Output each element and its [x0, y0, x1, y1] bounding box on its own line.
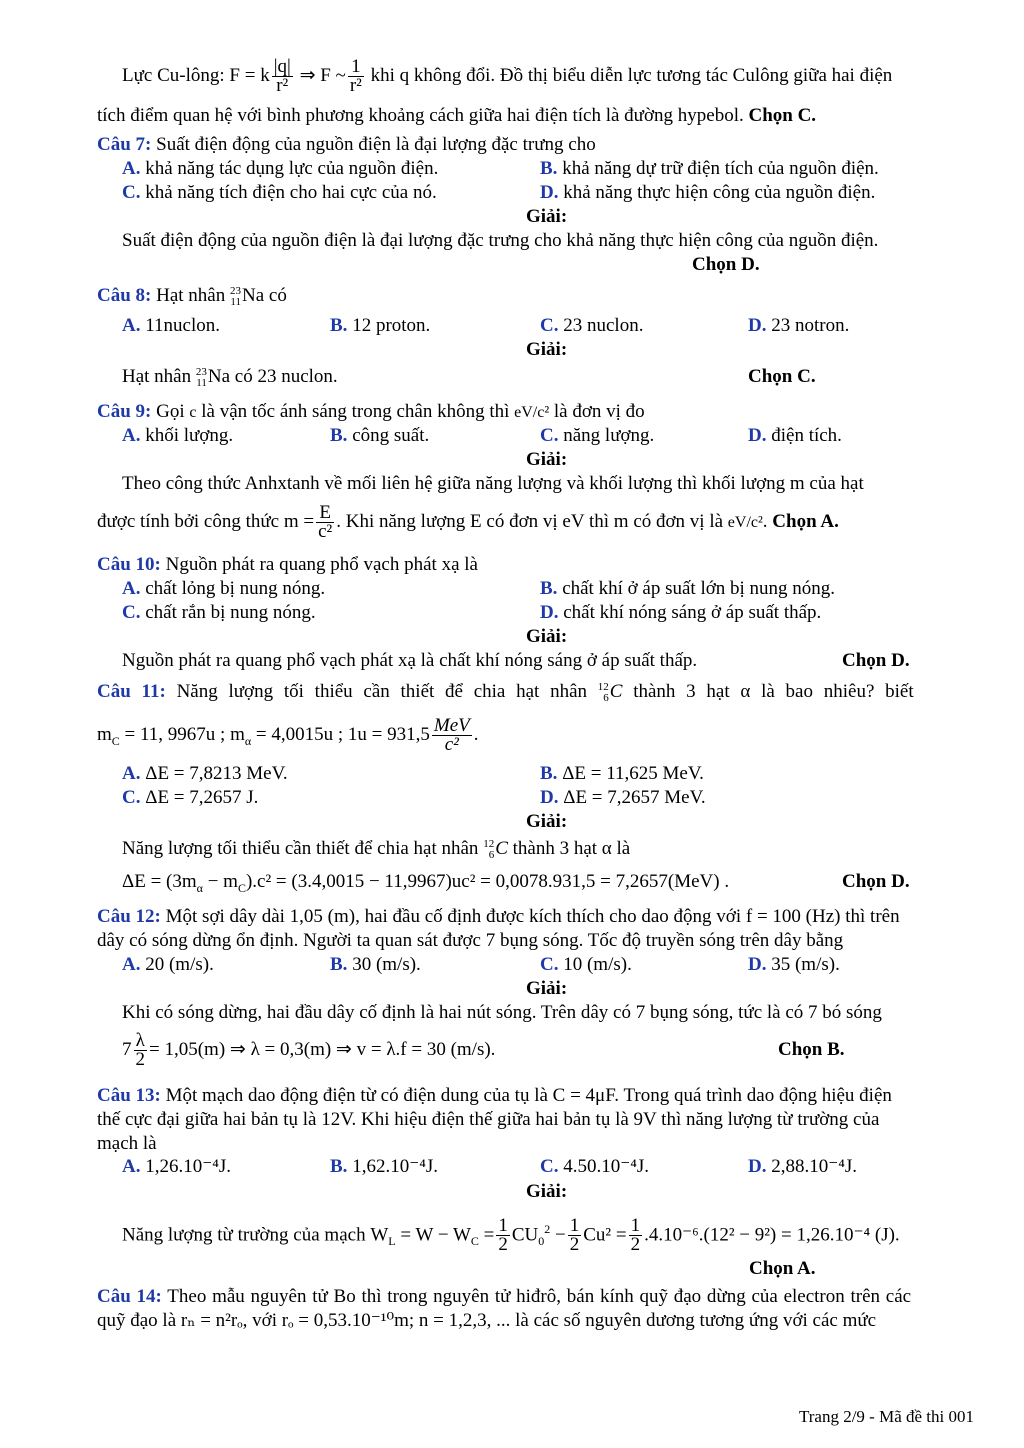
choice-label: Chọn C. — [748, 105, 817, 126]
question-label: Câu 10: — [97, 554, 161, 575]
prev-line-2: tích điểm quan hệ với bình phương khoảng cách giữa hai điện tích là đường hypebol. Chọn C. — [97, 105, 817, 126]
fraction: $\frac{1}{2}$ — [498, 1215, 508, 1256]
q13-option-c: C. 4.50.10⁻⁴J. — [540, 1156, 650, 1177]
question-10-stem: Câu 10: Nguồn phát ra quang phổ vạch phát xạ là — [97, 554, 478, 575]
question-8-stem: Câu 8: Hạt nhân 23 11 Na có — [97, 284, 287, 308]
question-11-stem: Câu 11: Năng lượng tối thiểu cần thiết để chia hạt nhân 12 6 C thành 3 hạt α là bao nhiêu? biết — [97, 680, 914, 704]
q12-option-a: A. 20 (m/s). — [122, 954, 214, 975]
q7-option-a: A. khả năng tác dụng lực của nguồn điện. — [122, 158, 439, 179]
fraction: $\frac{\text{MeV}}{\text{c²}}$ — [433, 715, 470, 756]
q13-option-a: A. 1,26.10⁻⁴J. — [122, 1156, 232, 1177]
q12-option-d: D. 35 (m/s). — [748, 954, 840, 975]
q7-solution: Suất điện động của nguồn điện là đại lượng đặc trưng cho khả năng thực hiện công của nguồn điện. — [122, 230, 879, 251]
q13-option-b: B. 1,62.10⁻⁴J. — [330, 1156, 438, 1177]
fraction: $\frac{1}{2}$ — [630, 1215, 641, 1256]
q9-option-a: A. khối lượng. — [122, 425, 234, 446]
q8-choice: Chọn C. — [748, 366, 816, 387]
question-13-stem-2: thế cực đại giữa hai bản tụ là 12V. Khi hiệu điện thế giữa hai bản tụ là 9V thì năng lượng từ trường của — [97, 1109, 880, 1130]
q11-option-b: B. ΔE = 11,625 MeV. — [540, 763, 704, 784]
q10-option-c: C. chất rắn bị nung nóng. — [122, 602, 316, 623]
nuclide-notation: 23 11 — [230, 284, 241, 308]
q9-option-c: C. năng lượng. — [540, 425, 655, 446]
q10-solution-title: Giải: — [526, 626, 568, 647]
question-label: Câu 14: — [97, 1286, 162, 1307]
q9-option-d: D. điện tích. — [748, 425, 842, 446]
nuclide-notation: 12 6 — [483, 837, 495, 861]
fraction: $\frac{1}{2}$ — [569, 1215, 580, 1256]
q8-option-c: C. 23 nuclon. — [540, 315, 644, 336]
question-9-stem: Câu 9: Gọi c là vận tốc ánh sáng trong chân không thì eV/c² là đơn vị đo — [97, 401, 645, 422]
question-label: Câu 9: — [97, 401, 152, 422]
fraction: $\frac{1}{\text{r²}}$ — [349, 56, 362, 97]
q11-option-d: D. ΔE = 7,2657 MeV. — [540, 787, 706, 808]
q13-option-d: D. 2,88.10⁻⁴J. — [748, 1156, 858, 1177]
q10-option-d: D. chất khí nóng sáng ở áp suất thấp. — [540, 602, 822, 623]
question-14-stem-1: Câu 14: Theo mẫu nguyên tử Bo thì trong nguyên tử hiđrô, bán kính quỹ đạo dừng của electron trên các — [97, 1286, 912, 1307]
q8-solution-title: Giải: — [526, 339, 568, 360]
q8-option-b: B. 12 proton. — [330, 315, 431, 336]
q9-solution-title: Giải: — [526, 449, 568, 470]
q8-option-d: D. 23 notron. — [748, 315, 850, 336]
question-label: Câu 13: — [97, 1085, 161, 1106]
q11-data: $m_C = 11$, 9967u ; $m_\alpha = 4,0015u$ ; 1u = 931,5 $\frac{\text{MeV}}{\text{c²}}$ . — [97, 715, 479, 756]
q11-choice: Chọn D. — [842, 871, 910, 892]
fraction: $\frac{\lambda}{2}$ — [135, 1030, 145, 1071]
q8-option-a: A. 11nuclon. — [122, 315, 220, 336]
q9-solution-2: được tính bởi công thức m = $\frac{E}{\text{c²}}$ . Khi năng lượng E có đơn vị eV thì m có đơn vị là eV/c². Chọn A. — [97, 502, 839, 543]
q13-choice: Chọn A. — [749, 1258, 816, 1279]
q9-choice: Chọn A. — [772, 511, 839, 532]
q11-option-c: C. ΔE = 7,2657 J. — [122, 787, 259, 808]
question-13-stem-1: Câu 13: Một mạch dao động điện từ có điện dung của tụ là C = 4μF. Trong quá trình dao động hiệu điện — [97, 1085, 892, 1106]
q10-solution: Nguồn phát ra quang phổ vạch phát xạ là chất khí nóng sáng ở áp suất thấp. — [122, 650, 698, 671]
q11-solution-2: $\Delta E = (3m_\alpha - m_C).c^2 = (3.4,0015 - 11,9967)uc^2 = 0,0078.931,5 = 7,2657(MeV)$ . — [122, 871, 730, 895]
q11-option-a: A. ΔE = 7,8213 MeV. — [122, 763, 288, 784]
question-14-stem-2: quỹ đạo là rₙ = n²rₒ, với rₒ = 0,53.10⁻¹⁰m; n = 1,2,3, ... là các số nguyên dương tương ứng với các mức — [97, 1310, 877, 1331]
q7-choice: Chọn D. — [692, 254, 760, 275]
q8-solution: Hạt nhân 23 11 Na có 23 nuclon. — [122, 365, 338, 389]
q7-option-b: B. khả năng dự trữ điện tích của nguồn điện. — [540, 158, 879, 179]
q12-solution-title: Giải: — [526, 978, 568, 999]
q12-option-b: B. 30 (m/s). — [330, 954, 421, 975]
q10-option-b: B. chất khí ở áp suất lớn bị nung nóng. — [540, 578, 836, 599]
nuclide-notation: 23 11 — [195, 365, 207, 389]
q12-option-c: C. 10 (m/s). — [540, 954, 632, 975]
prev-line-1: Lực Cu-lông: F = k $\frac{|q|}{\text{r²}}$ ⇒ F ~ $\frac{1}{\text{r²}}$ khi q không đổi. Đồ thị biểu diễn lực tương tác Culông giữa hai điện — [122, 56, 893, 97]
question-label: Câu 7: — [97, 134, 152, 155]
question-13-stem-3: mạch là — [97, 1133, 157, 1154]
q9-option-b: B. công suất. — [330, 425, 430, 446]
question-label: Câu 11: — [97, 681, 166, 702]
question-label: Câu 12: — [97, 906, 161, 927]
nuclide-notation: 12 6 — [597, 680, 609, 704]
q13-solution-title: Giải: — [526, 1181, 568, 1202]
q7-solution-title: Giải: — [526, 206, 568, 227]
q10-choice: Chọn D. — [842, 650, 910, 671]
q12-solution-1: Khi có sóng dừng, hai đầu dây cố định là hai nút sóng. Trên dây có 7 bụng sóng, tức là có 7 bó sóng — [122, 1002, 882, 1023]
question-12-stem-1: Câu 12: Một sợi dây dài 1,05 (m), hai đầu cố định được kích thích cho dao động với f = 100 (Hz) thì trên — [97, 906, 900, 927]
q11-solution-1: Năng lượng tối thiểu cần thiết để chia hạt nhân 12 6 C thành 3 hạt α là — [122, 837, 631, 861]
q13-solution: Năng lượng từ trường của mạch $W_L = W - W_C$ = $\frac{1}{2}$ $CU_0^2$ − $\frac{1}{2}$ Cu² = $\frac{1}{2}$ .4.10⁻⁶.(12² − 9²) = 1,26.10⁻⁴ (J). — [122, 1215, 900, 1256]
q12-solution-2: 7 $\frac{\lambda}{2}$ = 1,05(m) ⇒ λ = 0,3(m) ⇒ v = λ.f = 30 (m/s). — [122, 1030, 496, 1071]
q9-solution-1: Theo công thức Anhxtanh về mối liên hệ giữa năng lượng và khối lượng thì khối lượng m của hạt — [122, 473, 864, 494]
q10-option-a: A. chất lỏng bị nung nóng. — [122, 578, 326, 599]
q12-choice: Chọn B. — [778, 1039, 845, 1060]
page-footer: Trang 2/9 - Mã đề thi 001 — [798, 1407, 974, 1426]
q7-option-c: C. khả năng tích điện cho hai cực của nó. — [122, 182, 437, 203]
question-label: Câu 8: — [97, 285, 152, 306]
fraction: $\frac{|q|}{\text{r²}}$ — [273, 56, 291, 97]
q7-option-d: D. khả năng thực hiện công của nguồn điện. — [540, 182, 876, 203]
fraction: $\frac{E}{\text{c²}}$ — [318, 502, 333, 543]
question-7-stem: Câu 7: Suất điện động của nguồn điện là đại lượng đặc trưng cho — [97, 134, 596, 155]
question-12-stem-2: dây có sóng dừng ổn định. Người ta quan sát được 7 bụng sóng. Tốc độ truyền sóng trên dây bằng — [97, 930, 844, 951]
q11-solution-title: Giải: — [526, 811, 568, 832]
